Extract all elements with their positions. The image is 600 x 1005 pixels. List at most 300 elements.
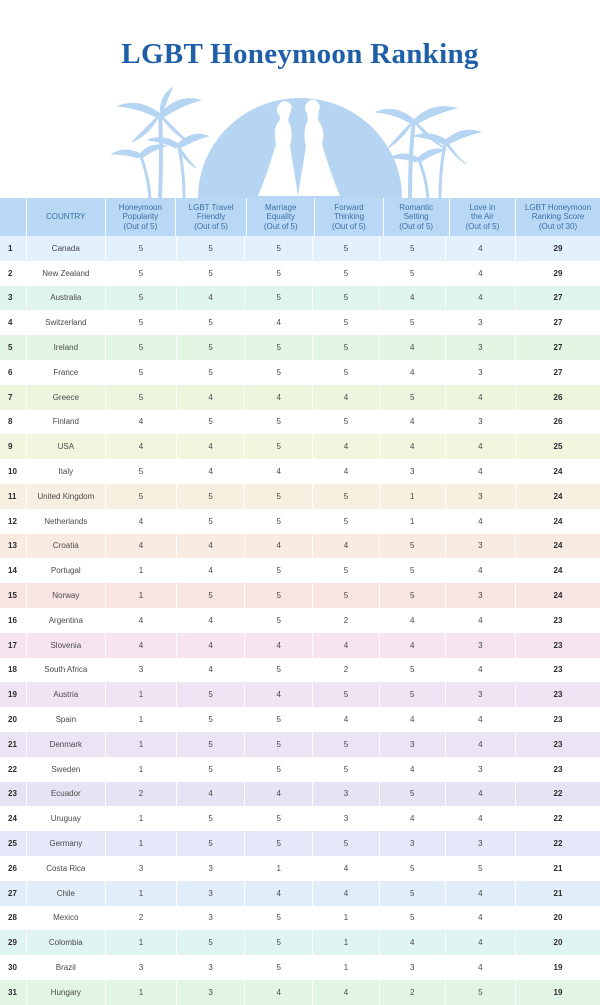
romantic-setting-cell: 5 <box>379 261 445 286</box>
love-in-the-air-cell: 3 <box>445 583 515 608</box>
lgbt-travel-friendly-cell: 3 <box>176 980 244 1005</box>
lgbt-travel-friendly-cell: 5 <box>176 509 244 534</box>
rank-cell: 23 <box>8 789 17 799</box>
forward-thinking-cell: 4 <box>312 856 378 881</box>
lgbt-travel-friendly-cell: 5 <box>176 484 244 509</box>
marriage-equality-cell: 5 <box>244 484 312 509</box>
romantic-setting-cell: 4 <box>379 360 445 385</box>
country-cell: Croatia <box>26 534 105 559</box>
lgbt-travel-friendly-cell: 4 <box>176 782 244 807</box>
country-cell: Mexico <box>26 906 105 931</box>
country-cell: Argentina <box>26 608 105 633</box>
table-row <box>0 385 600 410</box>
forward-thinking-cell: 5 <box>312 335 378 360</box>
lgbt-travel-friendly-cell: 3 <box>176 856 244 881</box>
honeymoon-popularity-cell: 5 <box>105 385 176 410</box>
marriage-equality-cell: 5 <box>244 732 312 757</box>
country-cell: Germany <box>26 831 105 856</box>
header-ranking-score: LGBT Honeymoon Ranking Score (Out of 30) <box>515 198 600 236</box>
header-lgbt-travel-friendly: LGBT Travel Friendly (Out of 5) <box>175 198 246 236</box>
romantic-setting-cell: 4 <box>379 930 445 955</box>
palm-tree-icon <box>112 88 208 198</box>
lgbt-travel-friendly-cell: 3 <box>176 881 244 906</box>
marriage-equality-cell: 5 <box>244 236 312 261</box>
romantic-setting-cell: 5 <box>379 310 445 335</box>
score-cell: 23 <box>515 658 600 683</box>
forward-thinking-cell: 3 <box>312 806 378 831</box>
honeymoon-popularity-cell: 1 <box>105 558 176 583</box>
honeymoon-popularity-cell: 5 <box>105 459 176 484</box>
lgbt-travel-friendly-cell: 4 <box>176 658 244 683</box>
country-cell: Portugal <box>26 558 105 583</box>
honeymoon-popularity-cell: 1 <box>105 583 176 608</box>
rank-cell: 3 <box>8 293 13 303</box>
romantic-setting-cell: 5 <box>379 856 445 881</box>
lgbt-travel-friendly-cell: 5 <box>176 236 244 261</box>
forward-thinking-cell: 4 <box>312 434 378 459</box>
lgbt-travel-friendly-cell: 4 <box>176 434 244 459</box>
table-body <box>0 236 600 1005</box>
header-honeymoon-popularity: Honeymoon Popularity (Out of 5) <box>105 198 175 236</box>
romantic-setting-cell: 4 <box>379 707 445 732</box>
honeymoon-popularity-cell: 3 <box>105 856 176 881</box>
love-in-the-air-cell: 5 <box>445 856 515 881</box>
score-cell: 26 <box>515 385 600 410</box>
header-love-in-the-air: Love in the Air (Out of 5) <box>449 198 515 236</box>
love-in-the-air-cell: 3 <box>445 534 515 559</box>
love-in-the-air-cell: 4 <box>445 236 515 261</box>
honeymoon-popularity-cell: 5 <box>105 236 176 261</box>
score-cell: 23 <box>515 707 600 732</box>
score-cell: 25 <box>515 434 600 459</box>
romantic-setting-cell: 4 <box>379 286 445 311</box>
lgbt-travel-friendly-cell: 4 <box>176 633 244 658</box>
honeymoon-popularity-cell: 5 <box>105 310 176 335</box>
forward-thinking-cell: 4 <box>312 707 378 732</box>
rank-cell: 5 <box>8 343 13 353</box>
country-cell: France <box>26 360 105 385</box>
rank-cell: 11 <box>8 491 17 501</box>
table-row <box>0 310 600 335</box>
honeymoon-popularity-cell: 4 <box>105 434 176 459</box>
marriage-equality-cell: 1 <box>244 856 312 881</box>
score-cell: 27 <box>515 310 600 335</box>
lgbt-travel-friendly-cell: 5 <box>176 806 244 831</box>
honeymoon-popularity-cell: 4 <box>105 509 176 534</box>
marriage-equality-cell: 4 <box>244 881 312 906</box>
rank-cell: 15 <box>8 591 17 601</box>
score-cell: 29 <box>515 261 600 286</box>
country-cell: Uruguay <box>26 806 105 831</box>
love-in-the-air-cell: 4 <box>445 261 515 286</box>
honeymoon-popularity-cell: 4 <box>105 534 176 559</box>
love-in-the-air-cell: 4 <box>445 509 515 534</box>
rank-cell: 30 <box>8 963 17 972</box>
lgbt-travel-friendly-cell: 5 <box>176 707 244 732</box>
score-cell: 22 <box>515 782 600 807</box>
table-row <box>0 881 600 906</box>
score-cell: 29 <box>515 236 600 261</box>
rank-cell: 21 <box>8 739 17 749</box>
love-in-the-air-cell: 4 <box>445 658 515 683</box>
forward-thinking-cell: 5 <box>312 236 378 261</box>
marriage-equality-cell: 5 <box>244 608 312 633</box>
marriage-equality-cell: 5 <box>244 906 312 931</box>
table-row <box>0 583 600 608</box>
table-row <box>0 955 600 980</box>
love-in-the-air-cell: 4 <box>445 608 515 633</box>
forward-thinking-cell: 4 <box>312 459 378 484</box>
honeymoon-popularity-cell: 3 <box>105 658 176 683</box>
love-in-the-air-cell: 3 <box>445 484 515 509</box>
honeymoon-popularity-cell: 1 <box>105 757 176 782</box>
score-cell: 20 <box>515 930 600 955</box>
rank-cell: 12 <box>8 516 17 526</box>
rank-cell: 27 <box>8 888 17 898</box>
forward-thinking-cell: 2 <box>312 608 378 633</box>
romantic-setting-cell: 4 <box>379 410 445 435</box>
score-cell: 23 <box>515 757 600 782</box>
rank-cell: 9 <box>8 442 13 452</box>
table-row <box>0 261 600 286</box>
country-cell: Denmark <box>26 732 105 757</box>
love-in-the-air-cell: 4 <box>445 930 515 955</box>
romantic-setting-cell: 5 <box>379 782 445 807</box>
table-row <box>0 410 600 435</box>
honeymoon-popularity-cell: 1 <box>105 806 176 831</box>
country-cell: Australia <box>26 286 105 311</box>
love-in-the-air-cell: 3 <box>445 633 515 658</box>
forward-thinking-cell: 5 <box>312 360 378 385</box>
table-row <box>0 682 600 707</box>
score-cell: 23 <box>515 732 600 757</box>
lgbt-travel-friendly-cell: 5 <box>176 682 244 707</box>
score-cell: 26 <box>515 410 600 435</box>
honeymoon-popularity-cell: 5 <box>105 484 176 509</box>
marriage-equality-cell: 5 <box>244 410 312 435</box>
lgbt-travel-friendly-cell: 5 <box>176 261 244 286</box>
marriage-equality-cell: 5 <box>244 757 312 782</box>
romantic-setting-cell: 4 <box>379 633 445 658</box>
country-cell: New Zealand <box>26 261 105 286</box>
table-row <box>0 459 600 484</box>
forward-thinking-cell: 1 <box>312 955 378 980</box>
love-in-the-air-cell: 3 <box>445 360 515 385</box>
honeymoon-popularity-cell: 2 <box>105 782 176 807</box>
rank-cell: 18 <box>8 665 17 675</box>
rank-cell: 7 <box>8 392 13 402</box>
romantic-setting-cell: 5 <box>379 385 445 410</box>
honeymoon-popularity-cell: 4 <box>105 608 176 633</box>
love-in-the-air-cell: 3 <box>445 757 515 782</box>
lgbt-travel-friendly-cell: 3 <box>176 955 244 980</box>
forward-thinking-cell: 5 <box>312 558 378 583</box>
forward-thinking-cell: 5 <box>312 286 378 311</box>
country-cell: Canada <box>26 236 105 261</box>
table-row <box>0 286 600 311</box>
lgbt-travel-friendly-cell: 4 <box>176 385 244 410</box>
country-cell: Finland <box>26 410 105 435</box>
romantic-setting-cell: 4 <box>379 608 445 633</box>
honeymoon-popularity-cell: 5 <box>105 335 176 360</box>
score-cell: 24 <box>515 558 600 583</box>
lgbt-travel-friendly-cell: 5 <box>176 410 244 435</box>
forward-thinking-cell: 5 <box>312 831 378 856</box>
setting-sun-icon <box>198 98 402 198</box>
score-cell: 24 <box>515 534 600 559</box>
country-cell: USA <box>26 434 105 459</box>
score-cell: 23 <box>515 608 600 633</box>
romantic-setting-cell: 5 <box>379 906 445 931</box>
rank-cell: 29 <box>8 938 17 948</box>
marriage-equality-cell: 4 <box>244 633 312 658</box>
table-row <box>0 360 600 385</box>
marriage-equality-cell: 5 <box>244 831 312 856</box>
love-in-the-air-cell: 3 <box>445 310 515 335</box>
country-cell: Norway <box>26 583 105 608</box>
lgbt-travel-friendly-cell: 5 <box>176 930 244 955</box>
honeymoon-popularity-cell: 4 <box>105 633 176 658</box>
score-cell: 24 <box>515 583 600 608</box>
romantic-setting-cell: 2 <box>379 980 445 1005</box>
lgbt-travel-friendly-cell: 5 <box>176 360 244 385</box>
romantic-setting-cell: 5 <box>379 534 445 559</box>
love-in-the-air-cell: 4 <box>445 385 515 410</box>
lgbt-travel-friendly-cell: 4 <box>176 608 244 633</box>
love-in-the-air-cell: 4 <box>445 806 515 831</box>
marriage-equality-cell: 5 <box>244 335 312 360</box>
country-cell: Brazil <box>26 955 105 980</box>
score-cell: 27 <box>515 360 600 385</box>
marriage-equality-cell: 5 <box>244 583 312 608</box>
forward-thinking-cell: 5 <box>312 682 378 707</box>
forward-thinking-cell: 4 <box>312 980 378 1005</box>
rank-cell: 28 <box>8 913 17 923</box>
lgbt-travel-friendly-cell: 4 <box>176 286 244 311</box>
love-in-the-air-cell: 4 <box>445 782 515 807</box>
lgbt-travel-friendly-cell: 4 <box>176 558 244 583</box>
score-cell: 20 <box>515 906 600 931</box>
romantic-setting-cell: 3 <box>379 831 445 856</box>
marriage-equality-cell: 4 <box>244 782 312 807</box>
marriage-equality-cell: 4 <box>244 310 312 335</box>
table-row <box>0 757 600 782</box>
forward-thinking-cell: 5 <box>312 583 378 608</box>
country-cell: Chile <box>26 881 105 906</box>
love-in-the-air-cell: 4 <box>445 881 515 906</box>
rank-cell: 19 <box>8 690 17 700</box>
rank-cell: 6 <box>8 367 13 377</box>
lgbt-travel-friendly-cell: 5 <box>176 310 244 335</box>
score-cell: 24 <box>515 484 600 509</box>
country-cell: Switzerland <box>26 310 105 335</box>
rank-cell: 2 <box>8 268 13 278</box>
forward-thinking-cell: 5 <box>312 310 378 335</box>
table-row <box>0 930 600 955</box>
country-cell: United Kingdom <box>26 484 105 509</box>
score-cell: 27 <box>515 286 600 311</box>
lgbt-travel-friendly-cell: 5 <box>176 757 244 782</box>
rank-cell: 8 <box>8 417 13 427</box>
romantic-setting-cell: 5 <box>379 682 445 707</box>
romantic-setting-cell: 5 <box>379 658 445 683</box>
romantic-setting-cell: 4 <box>379 434 445 459</box>
rank-cell: 16 <box>8 615 17 625</box>
honeymoon-popularity-cell: 1 <box>105 682 176 707</box>
header-forward-thinking: Forward Thinking (Out of 5) <box>314 198 382 236</box>
forward-thinking-cell: 4 <box>312 881 378 906</box>
forward-thinking-cell: 5 <box>312 509 378 534</box>
honeymoon-popularity-cell: 1 <box>105 831 176 856</box>
love-in-the-air-cell: 4 <box>445 707 515 732</box>
marriage-equality-cell: 5 <box>244 658 312 683</box>
love-in-the-air-cell: 4 <box>445 732 515 757</box>
romantic-setting-cell: 4 <box>379 335 445 360</box>
score-cell: 22 <box>515 806 600 831</box>
romantic-setting-cell: 3 <box>379 955 445 980</box>
table-row <box>0 558 600 583</box>
table-row <box>0 782 600 807</box>
honeymoon-popularity-cell: 2 <box>105 906 176 931</box>
forward-thinking-cell: 5 <box>312 261 378 286</box>
forward-thinking-cell: 4 <box>312 385 378 410</box>
forward-thinking-cell: 1 <box>312 906 378 931</box>
romantic-setting-cell: 5 <box>379 558 445 583</box>
marriage-equality-cell: 5 <box>244 955 312 980</box>
love-in-the-air-cell: 4 <box>445 906 515 931</box>
romantic-setting-cell: 5 <box>379 236 445 261</box>
table-row <box>0 335 600 360</box>
rank-cell: 25 <box>8 839 17 849</box>
score-cell: 22 <box>515 831 600 856</box>
marriage-equality-cell: 4 <box>244 534 312 559</box>
honeymoon-popularity-cell: 1 <box>105 732 176 757</box>
rank-cell: 10 <box>8 467 17 477</box>
table-row <box>0 633 600 658</box>
score-cell: 19 <box>515 980 600 1005</box>
country-cell: Austria <box>26 682 105 707</box>
marriage-equality-cell: 4 <box>244 459 312 484</box>
honeymoon-popularity-cell: 5 <box>105 286 176 311</box>
marriage-equality-cell: 5 <box>244 261 312 286</box>
romantic-setting-cell: 5 <box>379 583 445 608</box>
romantic-setting-cell: 5 <box>379 881 445 906</box>
marriage-equality-cell: 5 <box>244 286 312 311</box>
page-title: LGBT Honeymoon Ranking <box>121 38 479 70</box>
rank-cell: 22 <box>8 764 17 774</box>
forward-thinking-cell: 4 <box>312 534 378 559</box>
marriage-equality-cell: 5 <box>244 806 312 831</box>
rank-cell: 17 <box>8 640 17 650</box>
marriage-equality-cell: 4 <box>244 385 312 410</box>
forward-thinking-cell: 5 <box>312 410 378 435</box>
table-row <box>0 236 600 261</box>
score-cell: 27 <box>515 335 600 360</box>
romantic-setting-cell: 1 <box>379 509 445 534</box>
header-romantic-setting: Romantic Setting (Out of 5) <box>383 198 449 236</box>
country-cell: Greece <box>26 385 105 410</box>
score-cell: 24 <box>515 459 600 484</box>
lgbt-travel-friendly-cell: 3 <box>176 906 244 931</box>
rank-cell: 1 <box>8 243 13 253</box>
lgbt-travel-friendly-cell: 5 <box>176 732 244 757</box>
honeymoon-popularity-cell: 5 <box>105 360 176 385</box>
table-row <box>0 831 600 856</box>
romantic-setting-cell: 4 <box>379 806 445 831</box>
forward-thinking-cell: 2 <box>312 658 378 683</box>
score-cell: 23 <box>515 682 600 707</box>
country-cell: Hungary <box>26 980 105 1005</box>
country-cell: Sweden <box>26 757 105 782</box>
love-in-the-air-cell: 4 <box>445 286 515 311</box>
score-cell: 24 <box>515 509 600 534</box>
rank-cell: 24 <box>8 814 17 824</box>
love-in-the-air-cell: 4 <box>445 955 515 980</box>
country-cell: Costa Rica <box>26 856 105 881</box>
lgbt-travel-friendly-cell: 4 <box>176 459 244 484</box>
honeymoon-popularity-cell: 1 <box>105 881 176 906</box>
score-cell: 23 <box>515 633 600 658</box>
rank-cell: 14 <box>8 566 17 576</box>
romantic-setting-cell: 3 <box>379 732 445 757</box>
rank-cell: 26 <box>8 863 17 873</box>
table-row <box>0 906 600 931</box>
lgbt-travel-friendly-cell: 5 <box>176 831 244 856</box>
honeymoon-popularity-cell: 5 <box>105 261 176 286</box>
table-row <box>0 509 600 534</box>
honeymoon-popularity-cell: 3 <box>105 955 176 980</box>
forward-thinking-cell: 5 <box>312 732 378 757</box>
table-row <box>0 484 600 509</box>
marriage-equality-cell: 5 <box>244 707 312 732</box>
love-in-the-air-cell: 3 <box>445 831 515 856</box>
rank-cell: 13 <box>8 541 17 551</box>
country-cell: Ecuador <box>26 782 105 807</box>
score-cell: 19 <box>515 955 600 980</box>
honeymoon-popularity-cell: 1 <box>105 707 176 732</box>
forward-thinking-cell: 1 <box>312 930 378 955</box>
rank-cell: 4 <box>8 318 13 328</box>
love-in-the-air-cell: 4 <box>445 434 515 459</box>
table-row <box>0 534 600 559</box>
country-cell: Ireland <box>26 335 105 360</box>
header-marriage-equality: Marriage Equality (Out of 5) <box>246 198 314 236</box>
score-cell: 21 <box>515 856 600 881</box>
rank-cell: 31 <box>8 987 17 997</box>
table-header <box>0 198 600 236</box>
marriage-equality-cell: 5 <box>244 930 312 955</box>
forward-thinking-cell: 4 <box>312 633 378 658</box>
table-row <box>0 856 600 881</box>
header-country: COUNTRY <box>26 198 105 236</box>
marriage-equality-cell: 5 <box>244 509 312 534</box>
table-row <box>0 806 600 831</box>
table-row <box>0 732 600 757</box>
country-cell: South Africa <box>26 658 105 683</box>
forward-thinking-cell: 3 <box>312 782 378 807</box>
rank-cell: 20 <box>8 715 17 725</box>
forward-thinking-cell: 5 <box>312 484 378 509</box>
love-in-the-air-cell: 4 <box>445 459 515 484</box>
romantic-setting-cell: 4 <box>379 757 445 782</box>
lgbt-travel-friendly-cell: 4 <box>176 534 244 559</box>
romantic-setting-cell: 1 <box>379 484 445 509</box>
marriage-equality-cell: 5 <box>244 558 312 583</box>
love-in-the-air-cell: 3 <box>445 335 515 360</box>
table-row <box>0 658 600 683</box>
table-row <box>0 608 600 633</box>
honeymoon-popularity-cell: 4 <box>105 410 176 435</box>
